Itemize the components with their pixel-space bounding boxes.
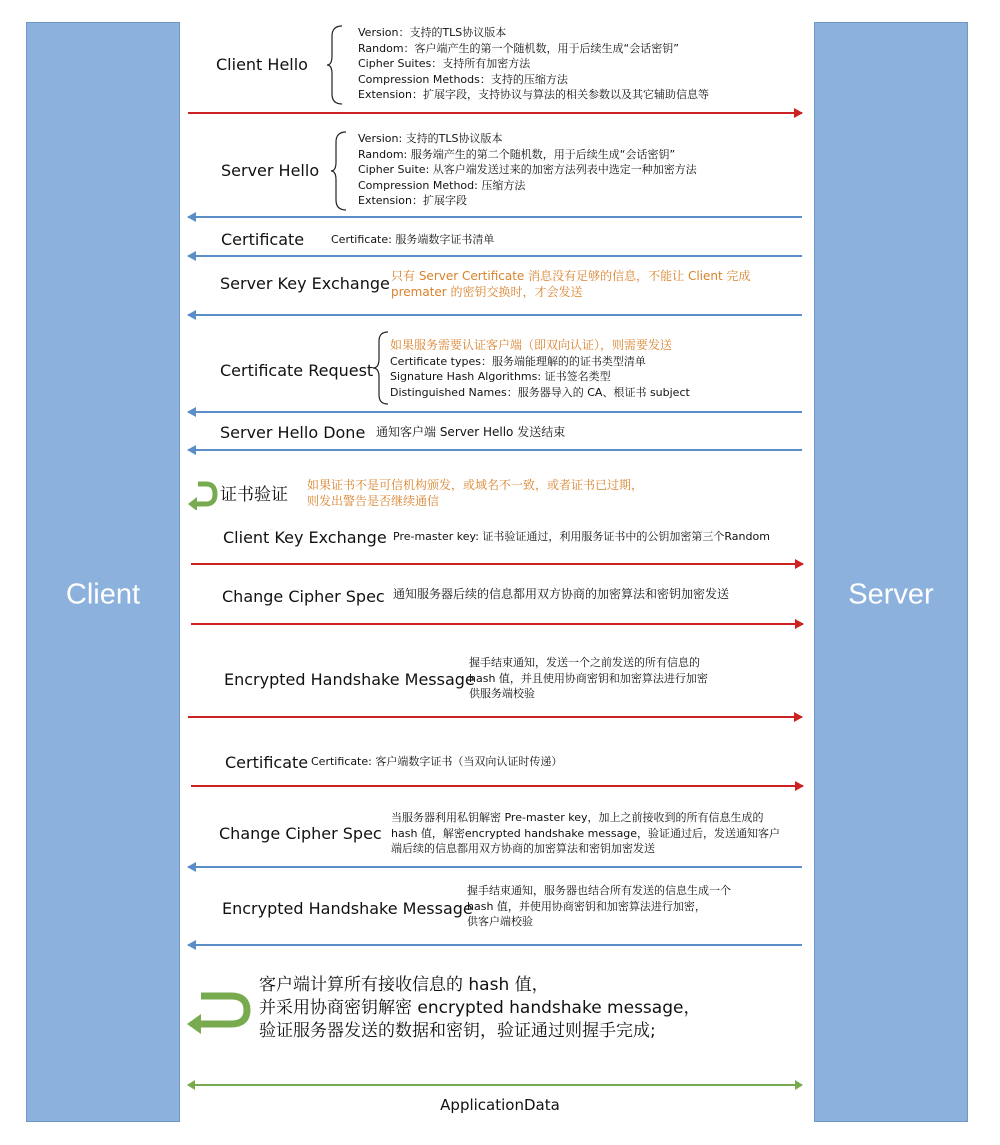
encrypted-handshake-client-details [469, 655, 708, 702]
detail-line: premater 的密钥交换时，才会发送 [391, 284, 583, 299]
detail-line: Version：支持的TLS协议版本 [358, 26, 507, 39]
server-key-exchange-details [391, 269, 751, 300]
detail-line: 当服务器利用私钥解密 Pre-master key，加上之前接收到的所有信息生成的 [391, 811, 764, 824]
detail-line: 则发出警告是否继续通信 [307, 493, 440, 508]
server-hello-brace [330, 130, 350, 212]
detail-line: 如果证书不是可信机构颁发，或域名不一致，或者证书已过期， [307, 478, 644, 492]
client-lifeline [26, 22, 180, 1122]
detail-line: Compression Methods：支持的压缩方法 [358, 72, 568, 86]
server-lifeline [814, 22, 968, 1122]
client-hello-details [358, 25, 709, 103]
detail-line: 客户端计算所有接收信息的 hash 值， [259, 975, 549, 995]
encrypted-handshake-client-label: Encrypted Handshake Message [224, 670, 475, 689]
encrypted-handshake-server-label: Encrypted Handshake Message [222, 899, 473, 918]
certificate-client-label: Certificate [225, 753, 309, 772]
change-cipher-spec-server-details [391, 810, 780, 857]
detail-line: Distinguished Names：服务器导入的 CA、根证书 subject [390, 385, 690, 399]
change-cipher-spec-server-arrow [188, 866, 802, 868]
detail-line: 供服务端校验 [469, 687, 535, 700]
certificate-request-details [390, 338, 690, 400]
detail-line: Cipher Suites：支持所有加密方法 [358, 57, 531, 70]
server-hello-done-note: 通知客户端 Server Hello 发送结束 [376, 425, 566, 439]
server-label: Server [848, 578, 934, 611]
detail-line: Cipher Suite: 从客户端发送过来的加密方法列表中选定一种加密方法 [358, 163, 697, 176]
detail-line: Certificate types：服务端能理解的的证书类型清单 [390, 354, 646, 368]
detail-line: Extension：扩展字段 [358, 194, 468, 207]
client-hello-arrow [188, 112, 802, 114]
change-cipher-spec-server-label: Change Cipher Spec [219, 824, 382, 843]
detail-line: 端后续的信息都用双方协商的加密算法和密钥加密发送 [391, 842, 655, 855]
client-key-exchange-note: Pre-master key: 证书验证通过，利用服务证书中的公钥加密第三个Random [393, 530, 770, 543]
change-cipher-spec-client-note: 通知服务器后续的信息都用双方协商的加密算法和密钥加密发送 [393, 587, 730, 601]
change-cipher-spec-client-arrow [191, 623, 803, 625]
detail-line: Version: 支持的TLS协议版本 [358, 132, 503, 145]
client-key-exchange-label: Client Key Exchange [223, 528, 387, 547]
certificate-server-label: Certificate [221, 230, 305, 249]
server-hello-done-arrow [188, 449, 802, 451]
client-hello-brace [326, 24, 346, 106]
certificate-request-brace [372, 330, 392, 406]
application-data-label: ApplicationData [440, 1096, 560, 1114]
detail-line: Compression Method: 压缩方法 [358, 178, 526, 192]
certificate-client-arrow [191, 785, 803, 787]
detail-line: 并采用协商密钥解密 encrypted handshake message， [259, 998, 701, 1018]
detail-line: hash 值，并使用协商密钥和加密算法进行加密， [467, 899, 706, 913]
server-hello-arrow [188, 216, 802, 218]
server-hello-done-label: Server Hello Done [220, 423, 366, 442]
server-key-exchange-label: Server Key Exchange [220, 274, 390, 293]
change-cipher-spec-client-label: Change Cipher Spec [222, 587, 385, 606]
detail-line: 握手结束通知，发送一个之前发送的所有信息的 [469, 656, 700, 669]
detail-line: hash 值，并且使用协商密钥和加密算法进行加密 [469, 671, 708, 685]
detail-line: 验证服务器发送的数据和密钥，验证通过则握手完成; [259, 1021, 656, 1041]
certificate-server-note: Certificate: 服务端数字证书清单 [331, 233, 495, 246]
encrypted-handshake-server-arrow [188, 944, 802, 946]
detail-line: Random: 服务端产生的第二个随机数，用于后续生成“会话密钥” [358, 147, 676, 161]
application-data-arrow [188, 1084, 802, 1086]
client-hello-label: Client Hello [216, 55, 308, 74]
certificate-client-note: Certificate: 客户端数字证书（当双向认证时传递） [311, 755, 563, 768]
certificate-verify-label: 证书验证 [220, 485, 288, 505]
client-label: Client [65, 578, 141, 611]
u-turn-arrow-icon [188, 478, 218, 510]
encrypted-handshake-server-details [467, 883, 731, 930]
detail-line: Extension：扩展字段，支持协议与算法的相关参数以及其它辅助信息等 [358, 88, 709, 101]
detail-line: 如果服务需要认证客户端（即双向认证），则需要发送 [390, 338, 673, 352]
u-turn-arrow-icon [187, 988, 253, 1034]
detail-line: Random：客户端产生的第一个随机数，用于后续生成“会话密钥” [358, 41, 679, 55]
certificate-request-label: Certificate Request [220, 361, 374, 380]
final-verify-details [259, 974, 700, 1043]
detail-line: 握手结束通知，服务器也结合所有发送的信息生成一个 [467, 884, 731, 897]
detail-line: 只有 Server Certificate 消息没有足够的信息，不能让 Client 完成 [391, 269, 751, 283]
detail-line: Signature Hash Algorithms: 证书签名类型 [390, 370, 611, 383]
detail-line: hash 值，解密encrypted handshake message，验证通过后，发送通知客户 [391, 826, 781, 840]
certificate-verify-details [307, 478, 643, 509]
certificate-server-arrow [188, 255, 802, 257]
detail-line: 供客户端校验 [467, 915, 533, 928]
server-hello-label: Server Hello [221, 161, 320, 180]
server-hello-details [358, 131, 697, 209]
client-key-exchange-arrow [191, 563, 803, 565]
encrypted-handshake-client-arrow [188, 716, 802, 718]
server-key-exchange-arrow [188, 314, 802, 316]
certificate-request-arrow [188, 411, 802, 413]
